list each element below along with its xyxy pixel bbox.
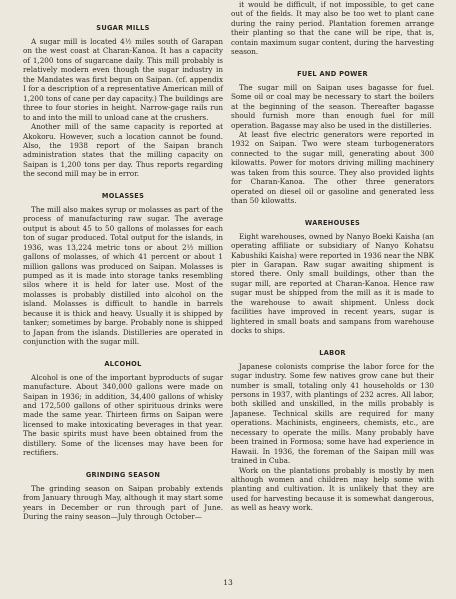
section-heading-labor: LABOR — [319, 348, 346, 357]
section-heading-fuel-and-power: FUEL AND POWER — [297, 69, 368, 78]
paragraph: Work on the plantations probably is mostly by men although women and children may help some with planting and cultivation. It is unlikely that they are used for harvesting because it is somewhat dangerous, as well as heavy work. — [231, 465, 434, 513]
paragraph: At least five electric generators were reported in 1932 on Saipan. Two were steam turbogenerators connected to the sugar mill, generating about 300 kilowatts. Power for motors driving milling machinery was taken from this source. They also provided lights for Charan-Kanoa. The other three generators operated on diesel oil or gasoline and generated less than 50 kilowatts. — [231, 129, 434, 206]
paragraph: Another mill of the same capacity is reported at Akokoru. However, such a location cannot be found. Also, the 1938 report of the Saipan branch administration states that the milling capacity on Saipan is 1,200 tons per day. Thus reports regarding the second mill may be in error. — [23, 122, 223, 179]
page-number: 13 — [223, 578, 233, 587]
section-heading-molasses: MOLASSES — [101, 191, 145, 200]
section-heading-sugar-mills: SUGAR MILLS — [96, 24, 150, 32]
paragraph: Alcohol is one of the important byproducts of sugar manufacture. About 340,000 gallons were made on Saipan in 1936; in addition, 34,400 gallons of whisky and 172,500 gallons of other spirituous drinks were made the same year. Thirteen firms on Saipan were licensed to make intoxicating beverages in that year. The basic spirits must have been obtained from the distillery. Some of the licenses may have been for rectifiers. — [23, 372, 223, 458]
paragraph: Eight warehouses, owned by Nanyo Boeki Kaisha (an operating affiliate or subsidiary of Nanyo Kohatsu Kabushiki Kaisha) were reported in 1936 near the NBK pier in Garapan. Raw sugar awaiting shipment is stored there. Only small buildings, other than the sugar mill, are reported at Charan-Kanoa. Hence raw sugar must be shipped from the mill as it is made to the warehouse to await shipment. Unless dock facilities have improved in recent years, sugar is lightered in small boats and sampans from warehouse docks to ships. — [231, 231, 434, 336]
paragraph: A sugar mill is located 4½ miles south of Garapan on the west coast at Charan-Kanoa. It has a capacity of 1,200 tons of sugarcane daily. This mill probably is relatively modern even though the sugar industry in the Mandates was first begun on Saipan. (cf. appendix I for a description of a representative American mill of 1,200 tons of cane per day capacity.) The buildings are three to four stories in height. Narrow-gage rails run to and into the mill to unload cane at the crushers. — [23, 37, 223, 122]
left-column — [23, 24, 223, 521]
right-column — [231, 0, 434, 513]
paragraph: The mill also makes syrup or molasses as part of the process of manufacturing raw sugar. The average output is about 45 to 50 gallons of molasses for each ton of sugar produced. Total output for the islands, in 1936, was 13,224 metric tons or about 2½ million gallons of molasses, of which 41 percent or about 1 million gallons was produced on Saipan. Molasses is pumped as it is made into storage tanks resembling silos where it is held for later use. Most of the molasses is probably distilled into alcohol on the island. Molasses is difficult to handle in barrels because it is thick and heavy. Usually it is shipped by tanker; sometimes by barge. Probably none is shipped to Japan from the islands. Distilleries are operated in conjunction with the sugar mill. — [23, 204, 223, 347]
paragraph: Japanese colonists comprise the labor force for the sugar industry. Some few natives grow cane but their number is small, totaling only 41 households or 130 persons in 1937, with plantings of 232 acres. All labor, both skilled and unskilled, in the mills probably is Japanese. Technical skills are required for many operations. Machinists, engineers, chemists, etc., are necessary to operate the mills. Many probably have been trained in Formosa; some have had experience in Hawaii. In 1936, the foreman of the Saipan mill was trained in Cuba. — [231, 361, 434, 466]
section-heading-grinding-season: GRINDING SEASON — [85, 470, 161, 479]
paragraph: The sugar mill on Saipan uses bagasse for fuel. Some oil or coal may be necessary to start the boilers at the beginning of the season. Thereafter bagasse should furnish more than enough fuel for mill operation. Bagasse may also be used in the distilleries. — [231, 82, 434, 130]
paragraph: it would be difficult, if not impossible, to get cane out of the fields. It may also be too wet to plant cane during the rainy period. Plantation foremen arrange their planting so that the cane will be ripe, that is, contain maximum sugar content, during the harvesting season. — [231, 0, 434, 57]
section-heading-alcohol: ALCOHOL — [104, 359, 142, 368]
section-heading-warehouses: WAREHOUSES — [304, 218, 361, 227]
paragraph: The grinding season on Saipan probably extends from January through May, although it may start some years in December or run through part of June. During the rainy season—July through October— — [23, 483, 223, 522]
